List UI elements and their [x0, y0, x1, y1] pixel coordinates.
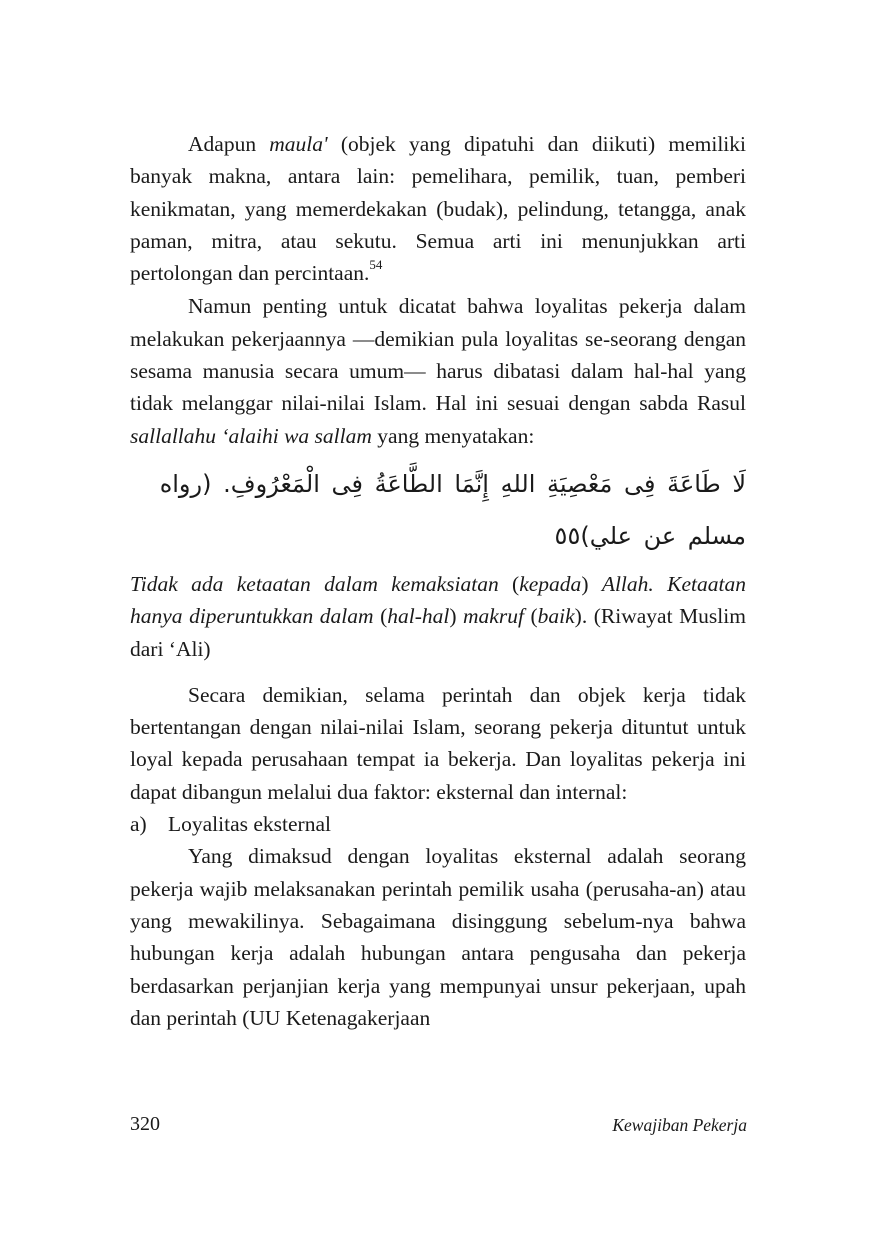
paragraph-loyalitas	[130, 290, 746, 451]
hadith-arabic: لَا طَاعَةَ فِى مَعْصِيَةِ اللهِ إِنَّمَا الطَّاعَةُ فِى الْمَعْرُوفِ. (رواه مسلم عن علي)٥٥	[159, 469, 746, 550]
italic-text: kepada	[519, 571, 582, 596]
text-run: (objek yang dipatuhi dan diikuti) memiliki banyak makna, antara lain: pemelihara, pemilik, tuan, pemberi kenikmatan, yang memerdekakan (budak), pelindung, tetangga, anak paman, mitra, atau sekutu. Semua arti ini menunjukkan arti pertolongan dan percintaan.	[130, 132, 746, 286]
text-run: yang menyatakan:	[371, 423, 535, 448]
paragraph-maula	[130, 128, 746, 289]
text-run: Namun penting untuk dicatat bahwa loyalitas pekerja dalam melakukan pekerjaannya —demikian pula loyalitas se-seorang dengan sesama manusia secara umum— harus dibatasi dalam hal-hal yang tidak melanggar nilai-nilai Islam. Hal ini sesuai dengan sabda Rasul	[130, 294, 746, 416]
italic-text: makruf	[463, 604, 524, 629]
page-number: 320	[130, 1113, 160, 1135]
footnote-marker: 54	[369, 257, 383, 273]
list-label: Loyalitas eksternal	[168, 812, 331, 837]
text-run: )	[581, 571, 602, 596]
italic-text: Allah. Ketaatan hanya diperuntukkan dalam	[130, 571, 746, 629]
text-run: (	[498, 571, 520, 596]
text-run: (	[373, 604, 388, 629]
list-item-loyalitas-eksternal	[130, 808, 746, 840]
page-body	[130, 128, 746, 1034]
italic-term: sallallahu ‘alaihi wa sallam	[130, 423, 372, 448]
paragraph-eksternal: Yang dimaksud dengan loyalitas eksternal adalah seorang pekerja wajib melaksanakan perintah pemilik usaha (perusaha-an) atau yang mewakilinya. Sebagaimana disinggung sebelum-nya bahwa hubungan kerja adalah hubungan antara pengusaha dan pekerja berdasarkan perjanjian kerja yang mempunyai unsur pekerjaan, upah dan perintah (UU Ketenagakerjaan	[130, 844, 746, 1030]
text-run: ). (Riwayat Muslim dari ‘Ali)	[130, 604, 746, 661]
paragraph-secara-demikian: Secara demikian, selama perintah dan objek kerja tidak bertentangan dengan nilai-nilai Islam, seorang pekerja dituntut untuk loyal kepada perusahaan tempat ia bekerja. Dan loyalitas pekerja ini dapat dibangun melalui dua faktor: eksternal dan internal:	[130, 682, 746, 804]
text-run: )	[449, 604, 464, 629]
italic-term: maula'	[269, 132, 328, 156]
text-run: Adapun	[188, 132, 270, 156]
italic-text: baik	[537, 604, 575, 629]
running-footer-title: Kewajiban Pekerja	[612, 1115, 747, 1135]
italic-text: Tidak ada ketaatan dalam kemaksiatan	[130, 571, 499, 596]
italic-text: hal-hal	[387, 604, 450, 629]
list-marker: a)	[130, 812, 147, 837]
text-run: (	[523, 604, 538, 629]
hadith-translation	[130, 568, 746, 665]
